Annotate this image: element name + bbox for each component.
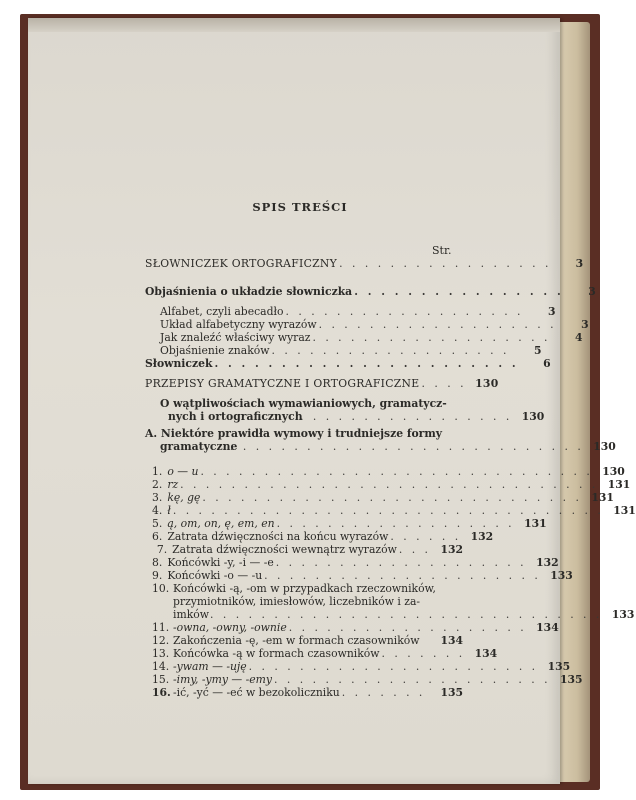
toc-entry: Jak znaleźć właściwy wyraz . . . . . . . . . . . . . . . . . . . 4 <box>160 331 583 344</box>
toc-item: 2. rz . . . . . . . . . . . . . . . . . . . . . . . . . . . . . . . . . 131 <box>152 478 631 491</box>
toc-entry-label-line: A. Niektóre prawidła wymowy i trudniejsze formy <box>145 427 443 440</box>
toc-entry: Objaśnienie znaków . . . . . . . . . . . . . . . . . . . 5 <box>160 344 542 357</box>
item-label-line: przymiotników, imiesłowów, liczebników i za- <box>173 595 421 608</box>
item-label-line: imków <box>173 608 209 621</box>
toc-entry-label-line: O wątpliwościach wymawianiowych, gramatycz- <box>160 397 447 410</box>
item-number: 7. <box>156 543 168 556</box>
toc-entry: Alfabet, czyli abecadło . . . . . . . . . . . . . . . . . . . 3 <box>160 305 556 318</box>
toc-entry-page: 5 <box>533 344 542 357</box>
item-label: Końcówka -ą w formach czasowników <box>173 647 380 660</box>
item-page: 135 <box>440 686 463 699</box>
toc-item: 3. kę, gę . . . . . . . . . . . . . . . . . . . . . . . . . . . . . . 131 <box>152 491 614 504</box>
item-number: 11. <box>152 621 170 634</box>
item-number: 8. <box>152 556 163 569</box>
toc-item: 11. -owna, -owny, -ownie . . . . . . . . . . . . . . . . . . . 134 <box>152 621 559 634</box>
toc-item: 15. -imy, -ymy — -emy . . . . . . . . . . . . . . . . . . . . . . 135 <box>152 673 583 686</box>
item-label: Końcówki -y, -i — -e <box>167 556 274 569</box>
toc-entry-page: 4 <box>574 331 583 344</box>
item-page: 135 <box>560 673 583 686</box>
item-label-line: Końcówki -ą, -om w przypadkach rzeczowników, <box>173 582 436 595</box>
item-page: 132 <box>440 543 463 556</box>
item-label: o — u <box>167 465 199 478</box>
toc-entry-page: 130 <box>521 410 545 423</box>
item-label: -imy, -ymy — -emy <box>173 673 272 686</box>
toc-entry-label: Słowniczek <box>145 357 213 370</box>
item-label: kę, gę <box>167 491 201 504</box>
toc-leader: . . . . . . . . . . . . . . . . . 130 <box>300 410 545 423</box>
item-page: 130 <box>602 465 625 478</box>
page-column-header: Str. <box>432 244 452 257</box>
item-page: 133 <box>550 569 573 582</box>
toc-entry: Słowniczek . . . . . . . . . . . . . . . . . . . . . . . 6 <box>145 357 551 370</box>
item-label: rz <box>167 478 179 491</box>
toc-entry-label: Objaśnienia o układzie słowniczka <box>145 285 353 298</box>
toc-entry-page: 6 <box>543 357 551 370</box>
item-label: -ić, -yć — -eć w bezokoliczniku <box>173 686 340 699</box>
item-number: 4. <box>152 504 163 517</box>
item-page: 134 <box>474 647 498 660</box>
item-label: Zakończenia -ę, -em w formach czasowników <box>173 634 420 647</box>
toc-entry-label: Układ alfabetyczny wyrazów <box>160 318 317 331</box>
item-page: 134 <box>440 634 463 647</box>
item-number: 15. <box>152 673 170 686</box>
item-number: 5. <box>152 517 163 530</box>
toc-item: 1. o — u . . . . . . . . . . . . . . . . . . . . . . . . . . . . . . . 130 <box>152 465 625 478</box>
item-label: -ywam — -uję <box>173 660 247 673</box>
item-page: 131 <box>591 491 614 504</box>
toc-entry: Układ alfabetyczny wyrazów . . . . . . . . . . . . . . . . . . . 3 <box>160 318 589 331</box>
item-number: 16. <box>152 686 171 699</box>
item-label: ł <box>167 504 171 517</box>
toc-item: 4. ł . . . . . . . . . . . . . . . . . . . . . . . . . . . . . . . . . . 131 <box>152 504 636 517</box>
toc-entry-label: Objaśnienie znaków <box>160 344 270 357</box>
toc-entry-page: 3 <box>575 257 584 270</box>
toc-item: 14. -ywam — -uję . . . . . . . . . . . . . . . . . . . . . . . 135 <box>152 660 571 673</box>
item-page: 131 <box>607 478 631 491</box>
toc-leader: . . . . . . . . . . . . . . . . . . . . . . . . . . . . 130 <box>230 440 616 453</box>
item-number: 1. <box>152 465 163 478</box>
item-page: 132 <box>536 556 559 569</box>
toc-entry-page: 130 <box>593 440 616 453</box>
toc-entry: SŁOWNICZEK ORTOGRAFICZNY . . . . . . . . . . . . . . . . . 3 <box>145 257 584 270</box>
toc-entry-page: 130 <box>475 377 499 390</box>
item-label: ą, om, on, ę, em, en <box>167 517 275 530</box>
toc-entry-label: PRZEPISY GRAMATYCZNE I ORTOGRAFICZNE <box>145 377 420 390</box>
item-number: 12. <box>152 634 170 647</box>
toc-entry-page: 3 <box>581 318 589 331</box>
toc-entry-label-line: gramatyczne <box>160 440 238 453</box>
toc-entry-label: Jak znaleźć właściwy wyraz <box>160 331 311 344</box>
item-label: Zatrata dźwięczności na końcu wyrazów <box>167 530 389 543</box>
toc-item: 9. Końcówki -o — -u . . . . . . . . . . . . . . . . . . . . . . 133 <box>152 569 573 582</box>
toc-item: 7. Zatrata dźwięczności wewnątrz wyrazów . . . 132 <box>152 543 463 556</box>
item-number: 14. <box>152 660 170 673</box>
item-number: 13. <box>152 647 170 660</box>
item-page: 133 <box>611 608 635 621</box>
item-page: 132 <box>470 530 494 543</box>
item-number: 3. <box>152 491 163 504</box>
item-label: Zatrata dźwięczności wewnątrz wyrazów <box>172 543 397 556</box>
item-number: 10. <box>152 582 170 595</box>
toc-entry: PRZEPISY GRAMATYCZNE I ORTOGRAFICZNE . . . . 130 <box>145 377 499 390</box>
item-label: -owna, -owny, -ownie <box>173 621 287 634</box>
toc-entry-page: 3 <box>588 285 596 298</box>
item-number: 9. <box>152 569 163 582</box>
toc-entry-label-line: nych i ortograficznych <box>168 410 303 423</box>
item-number: 2. <box>152 478 163 491</box>
item-page: 131 <box>613 504 636 517</box>
item-page: 134 <box>536 621 559 634</box>
toc-item: 5. ą, om, on, ę, em, en . . . . . . . . . . . . . . . . . . . 131 <box>152 517 547 530</box>
toc-leader: . . . . . . . . . . . . . . . . . . . . . . . . . . . . . . . 133 <box>210 608 635 621</box>
item-page: 135 <box>547 660 571 673</box>
toc-entry-page: 3 <box>547 305 556 318</box>
item-label: Końcówki -o — -u <box>167 569 263 582</box>
toc-item: 13. Końcówka -ą w formach czasowników . . . . . . . 134 <box>152 647 498 660</box>
toc-entry: Objaśnienia o układzie słowniczka . . . . . . . . . . . . . . . . 3 <box>145 285 596 298</box>
page-title: SPIS TREŚCI <box>252 200 348 214</box>
toc-item: 16. -ić, -yć — -eć w bezokoliczniku . . . . . . . 135 <box>152 686 463 699</box>
toc-entry-label: Alfabet, czyli abecadło <box>160 305 284 318</box>
toc-entry-label: SŁOWNICZEK ORTOGRAFICZNY <box>145 257 338 270</box>
toc-item: 6. Zatrata dźwięczności na końcu wyrazów . . . . . . 132 <box>152 530 494 543</box>
toc-item: 8. Końcówki -y, -i — -e . . . . . . . . . . . . . . . . . . . . 132 <box>152 556 559 569</box>
item-page: 131 <box>524 517 547 530</box>
item-number: 6. <box>152 530 163 543</box>
toc-item <box>152 634 463 647</box>
